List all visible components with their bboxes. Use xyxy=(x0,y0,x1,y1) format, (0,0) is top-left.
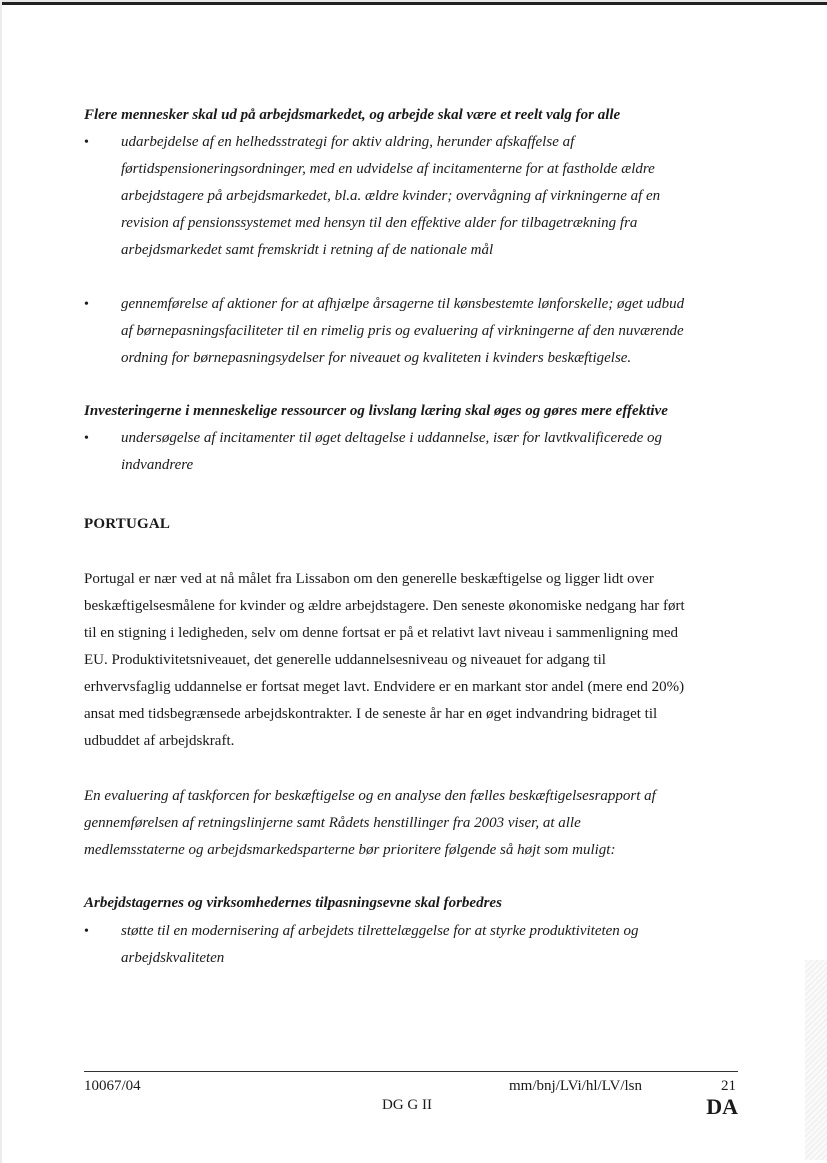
bullet-line: førtidspensioneringsordninger, med en udvidelse af incitamenterne for at fastholde ældre xyxy=(121,161,655,177)
bullet-line: arbejdstagere på arbejdsmarkedet, bl.a. ældre kvinder; overvågning af virkningerne af en xyxy=(121,188,661,204)
bullet-list-adaptability xyxy=(84,918,744,972)
paragraph-line: udbuddet af arbejdskraft. xyxy=(84,733,235,749)
bullet-item-active-ageing xyxy=(84,129,744,264)
language-code: DA xyxy=(706,1094,738,1119)
bullet-line: støtte til en modernisering af arbejdets tilrettelæggelse for at styrke produktiviteten og xyxy=(121,923,639,939)
bullet-item-education-incentives xyxy=(84,425,744,479)
paragraph-line: EU. Produktivitetsniveauet, det generelle uddannelsesniveau og niveauet for adgang til xyxy=(84,652,606,668)
page-content xyxy=(84,104,744,972)
paragraph-line: erhvervsfaglig uddannelse er fortsat meget lavt. Endvidere er en markant stor andel (mere end 20%) xyxy=(84,679,685,695)
directorate-label: DG G II xyxy=(382,1097,432,1113)
evaluation-line: En evaluering af taskforcen for beskæftigelse og en analyse den fælles beskæftigelsesrapport af xyxy=(84,788,656,804)
page-number: 21 xyxy=(721,1078,736,1094)
bullet-symbol: • xyxy=(84,297,89,312)
bullet-list-human-resources xyxy=(84,425,744,479)
paragraph-line: beskæftigelsesmålene for kvinder og ældre arbejdstagere. Den seneste økonomiske nedgang har ført xyxy=(84,598,685,614)
paragraph-line: Portugal er nær ved at nå målet fra Lissabon om den generelle beskæftigelse og ligger lidt over xyxy=(84,571,654,587)
bullet-item-pay-gap xyxy=(84,291,744,372)
bullet-line: ordning for børnepasningsydelser for niveauet og kvaliteten i kvinders beskæftigelse. xyxy=(121,350,632,366)
bullet-line: gennemførelse af aktioner for at afhjælpe årsagerne til kønsbestemte lønforskelle; øget udbud xyxy=(121,296,685,312)
bullet-symbol: • xyxy=(84,924,89,939)
bullet-symbol: • xyxy=(84,431,89,446)
top-border-rule xyxy=(0,0,827,6)
bullet-line: revision af pensionssystemet med hensyn til den effektive alder for tilbagetrækning fra xyxy=(121,215,638,231)
left-scan-edge xyxy=(0,0,2,1163)
evaluation-paragraph xyxy=(84,783,744,864)
section-heading-adaptability: Arbejdstagernes og virksomhedernes tilpasningsevne skal forbedres xyxy=(84,895,502,911)
bullet-line: arbejdskvaliteten xyxy=(121,950,225,966)
bullet-item-work-organisation xyxy=(84,918,744,972)
reference-code: mm/bnj/LVi/hl/LV/lsn xyxy=(509,1078,643,1094)
bullet-line: af børnepasningsfaciliteter til en rimelig pris og evaluering af virkningerne af den nuværende xyxy=(121,323,684,339)
bullet-list-employment xyxy=(84,129,744,372)
document-number: 10067/04 xyxy=(84,1078,141,1094)
paragraph-line: til en stigning i ledigheden, selv om denne fortsat er på et relativt lavt niveau i sammenligning med xyxy=(84,625,679,641)
evaluation-line: medlemsstaterne og arbejdsmarkedsparterne bør prioritere følgende så højt som muligt: xyxy=(84,842,616,858)
paragraph-line: ansat med tidsbegrænsede arbejdskontrakter. I de seneste år har en øget indvandring bidraget til xyxy=(84,706,658,722)
bullet-line: udarbejdelse af en helhedsstrategi for aktiv aldring, herunder afskaffelse af xyxy=(121,134,575,150)
right-scan-artifact xyxy=(805,960,827,1160)
evaluation-line: gennemførelsen af retningslinjerne samt Rådets henstillinger fra 2003 viser, at alle xyxy=(84,815,581,831)
section-heading-human-resources: Investeringerne i menneskelige ressourcer og livslang læring skal øges og gøres mere effektive xyxy=(84,403,668,419)
bullet-symbol: • xyxy=(84,135,89,150)
section-heading-employment: Flere mennesker skal ud på arbejdsmarkedet, og arbejde skal være et reelt valg for alle xyxy=(84,107,621,123)
bullet-line: indvandrere xyxy=(121,457,194,473)
bullet-line: arbejdsmarkedet samt fremskridt i retning af de nationale mål xyxy=(121,242,494,258)
page-footer xyxy=(84,1071,738,1132)
bullet-line: undersøgelse af incitamenter til øget deltagelse i uddannelse, især for lavtkvalificerede og xyxy=(121,430,663,446)
country-heading: PORTUGAL xyxy=(84,516,171,532)
country-paragraph xyxy=(84,566,744,755)
